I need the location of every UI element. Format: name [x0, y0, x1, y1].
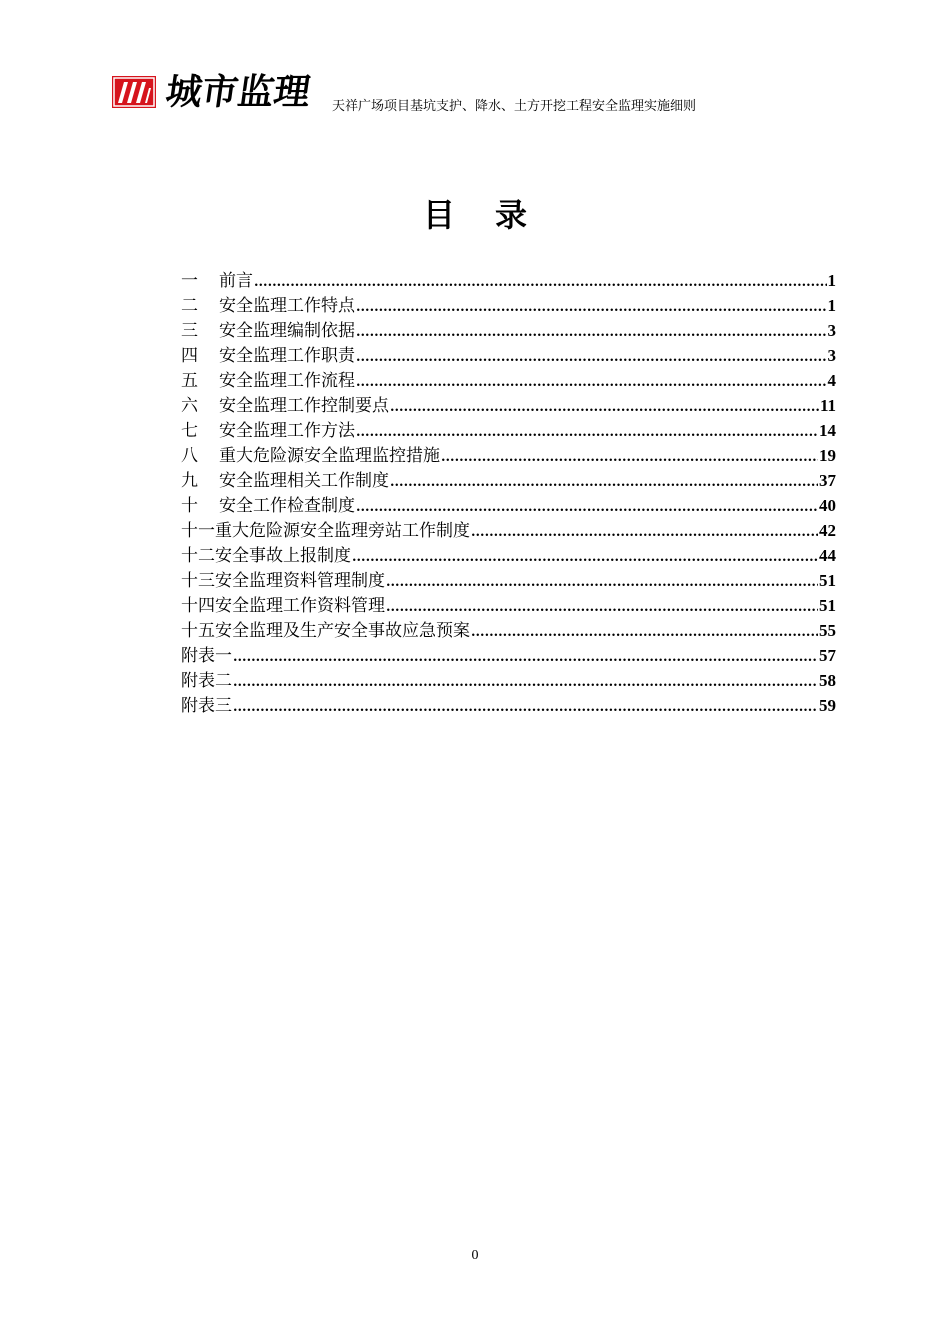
toc-entry-label: 附表一 [181, 646, 232, 666]
toc-leader-dots [356, 495, 818, 520]
toc-entry[interactable] [181, 418, 836, 443]
toc-entry-label: 附表二 [181, 671, 232, 691]
toc-leader-dots [356, 295, 827, 320]
toc-leader-dots [471, 620, 818, 645]
toc-entry-page: 1 [827, 271, 836, 290]
toc-leader-dots [386, 595, 818, 620]
toc-leader-dots [356, 345, 827, 370]
toc-entry-label: 前言 [219, 271, 253, 291]
toc-entry-label: 安全监理工作控制要点 [219, 396, 389, 416]
page-number: 0 [471, 1248, 479, 1263]
toc-entry-label: 安全监理工作流程 [219, 371, 355, 391]
toc-entry-label: 安全监理工作职责 [219, 346, 355, 366]
toc-entry-label: 附表三 [181, 696, 232, 716]
toc-entry-page: 51 [819, 571, 836, 590]
toc-entry[interactable] [181, 268, 836, 293]
toc-entry[interactable] [181, 368, 836, 393]
toc-entry[interactable] [181, 468, 836, 493]
toc-entry-page: 4 [827, 371, 836, 390]
toc-entry-page: 57 [819, 646, 836, 665]
toc-entry[interactable] [181, 568, 836, 593]
toc-entry-number: 十五 [181, 621, 215, 641]
toc-entry-page: 11 [819, 396, 836, 415]
toc-entry-number: 十四 [181, 596, 215, 616]
toc-leader-dots [352, 545, 818, 570]
toc-entry-label: 安全监理工作资料管理 [215, 596, 385, 616]
toc-entry-number: 四 [181, 346, 198, 366]
page-header [112, 72, 812, 116]
table-of-contents [181, 268, 836, 718]
toc-leader-dots [233, 695, 818, 720]
toc-entry-number: 二 [181, 296, 198, 316]
toc-entry-label: 重大危险源安全监理旁站工作制度 [215, 521, 470, 541]
toc-leader-dots [356, 320, 827, 345]
toc-entry-number: 六 [181, 396, 198, 416]
toc-entry[interactable] [181, 518, 836, 543]
toc-entry-label: 安全监理工作方法 [219, 421, 355, 441]
toc-entry-page: 19 [819, 446, 836, 465]
toc-entry-label: 安全监理编制依据 [219, 321, 355, 341]
toc-leader-dots [386, 570, 818, 595]
toc-entry-page: 1 [827, 296, 836, 315]
toc-leader-dots [390, 470, 818, 495]
toc-entry-page: 59 [819, 696, 836, 715]
toc-entry-number: 十一 [181, 521, 215, 541]
toc-leader-dots [441, 445, 818, 470]
toc-entry-page: 14 [819, 421, 836, 440]
toc-entry-page: 51 [819, 596, 836, 615]
toc-entry-number: 八 [181, 446, 198, 466]
company-logo-icon [112, 76, 156, 108]
toc-entry[interactable] [181, 493, 836, 518]
toc-entry[interactable] [181, 343, 836, 368]
toc-entry[interactable] [181, 593, 836, 618]
toc-entry-number: 五 [181, 371, 198, 391]
toc-leader-dots [390, 395, 819, 420]
toc-entry[interactable] [181, 618, 836, 643]
toc-entry-label: 安全监理资料管理制度 [215, 571, 385, 591]
toc-entry-page: 42 [819, 521, 836, 540]
toc-entry-number: 一 [181, 271, 198, 291]
toc-entry-label: 安全工作检查制度 [219, 496, 355, 516]
toc-entry-page: 55 [819, 621, 836, 640]
toc-leader-dots [356, 420, 818, 445]
toc-entry[interactable] [181, 318, 836, 343]
toc-entry-number: 十三 [181, 571, 215, 591]
toc-entry-number: 十二 [181, 546, 215, 566]
toc-entry[interactable] [181, 293, 836, 318]
toc-entry-label: 安全监理相关工作制度 [219, 471, 389, 491]
toc-entry-page: 58 [819, 671, 836, 690]
toc-entry-label: 安全监理及生产安全事故应急预案 [215, 621, 470, 641]
toc-leader-dots [471, 520, 818, 545]
toc-entry-number: 七 [181, 421, 198, 441]
toc-leader-dots [254, 270, 827, 295]
toc-leader-dots [233, 670, 818, 695]
toc-entry-label: 安全事故上报制度 [215, 546, 351, 566]
toc-title: 目录 [422, 196, 567, 234]
toc-entry-label: 安全监理工作特点 [219, 296, 355, 316]
document-header-title: 天祥广场项目基坑支护、降水、土方开挖工程安全监理实施细则 [332, 99, 697, 114]
toc-entry[interactable] [181, 443, 836, 468]
toc-entry-page: 40 [819, 496, 836, 515]
toc-entry-label: 重大危险源安全监理监控措施 [219, 446, 440, 466]
toc-leader-dots [233, 645, 818, 670]
toc-entry-number: 三 [181, 321, 198, 341]
toc-entry-page: 3 [827, 346, 836, 365]
toc-entry-page: 44 [819, 546, 836, 565]
toc-entry[interactable] [181, 393, 836, 418]
toc-entry[interactable] [181, 693, 836, 718]
toc-entry-number: 十 [181, 496, 198, 516]
toc-entry[interactable] [181, 543, 836, 568]
toc-leader-dots [356, 370, 827, 395]
company-logo-text: 城市监理 [163, 71, 313, 113]
toc-entry[interactable] [181, 643, 836, 668]
toc-entry-number: 九 [181, 471, 198, 491]
toc-entry-page: 3 [827, 321, 836, 340]
toc-entry[interactable] [181, 668, 836, 693]
toc-entry-page: 37 [819, 471, 836, 490]
